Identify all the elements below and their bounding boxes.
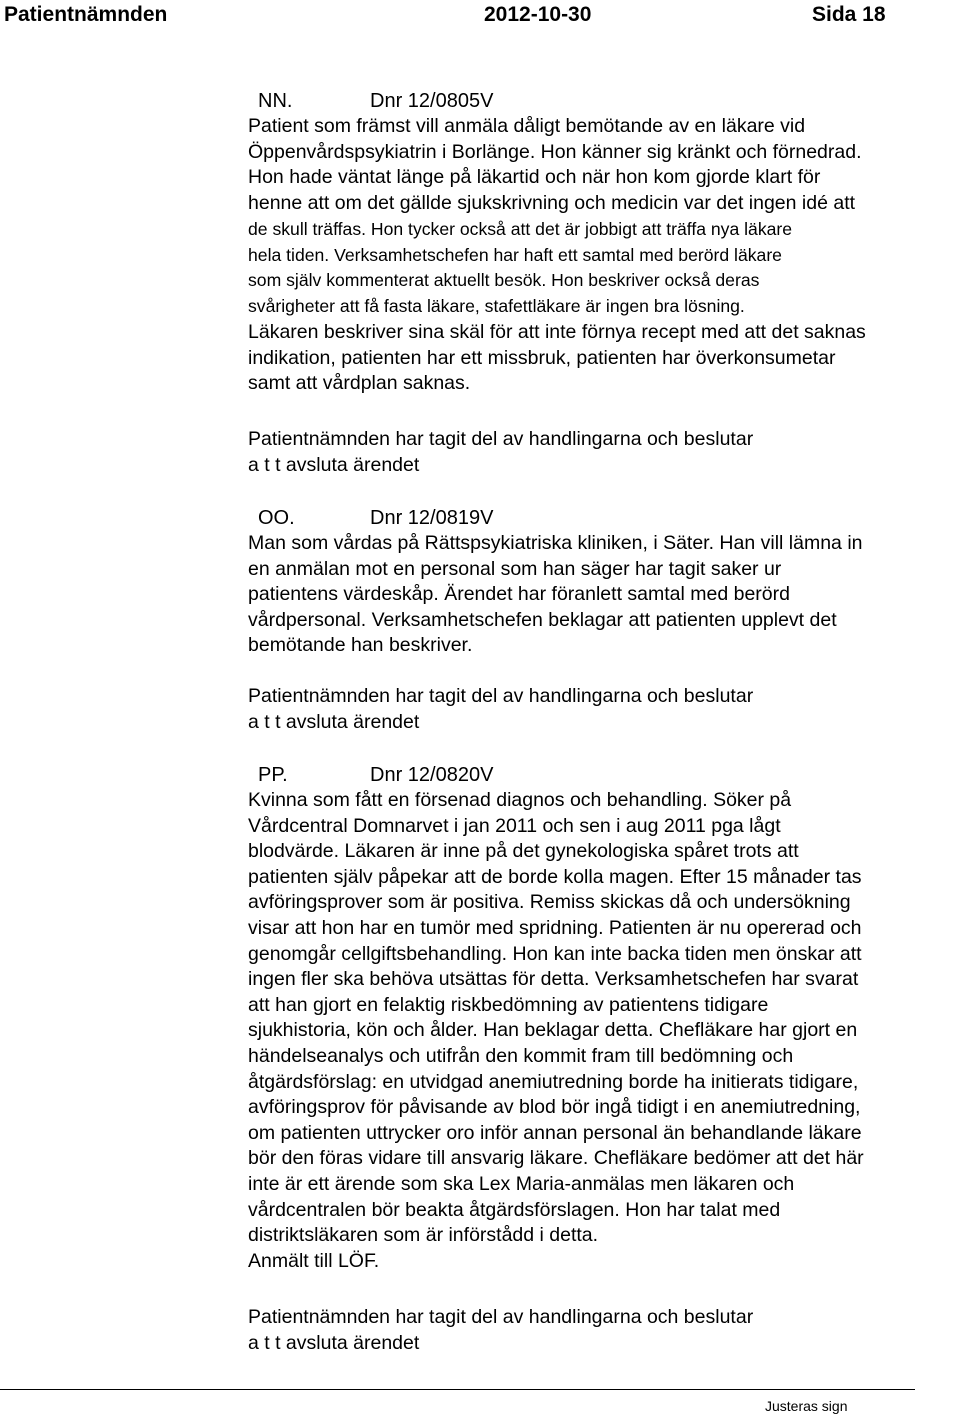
text-line: vårdpersonal. Verksamhetschefen beklagar att patienten upplevt det: [248, 608, 837, 631]
case-description: [248, 788, 960, 1274]
text-line: åtgärdsförslag: en utvidgad anemiutredning borde ha initierats tidigare,: [248, 1070, 859, 1093]
text-line: de skull träffas. Hon tycker också att det är jobbigt att träffa nya läkare: [248, 219, 793, 239]
text-line: indikation, patienten har ett missbruk, patienten har överkonsumetar: [248, 346, 836, 369]
text-line: bemötande han beskriver.: [248, 634, 473, 657]
case-description-continued: [248, 217, 960, 319]
text-line: att han gjort en felaktig riskbedömning av patientens tidigare: [248, 993, 769, 1016]
text-line: distriktsläkaren som är införstådd i detta.: [248, 1224, 599, 1247]
decision-line: a t t avsluta ärendet: [248, 453, 420, 476]
text-line: Öppenvårdspsykiatrin i Borlänge. Hon känner sig kränkt och förnedrad.: [248, 140, 862, 163]
text-line: som själv kommenterat aktuellt besök. Hon beskriver också deras: [248, 270, 760, 291]
case-dnr: Dnr 12/0805V: [370, 90, 494, 112]
page-header: [0, 0, 960, 30]
text-line: patienten själv påpekar att de borde kolla magen. Efter 15 månader tas: [248, 865, 862, 888]
case-dnr: Dnr 12/0820V: [370, 764, 494, 786]
decision-line: a t t avsluta ärendet: [248, 1331, 420, 1354]
case-id: PP.: [258, 764, 288, 786]
case-heading: [258, 764, 494, 787]
case-decision: [248, 427, 753, 478]
case-description-continued: [248, 320, 960, 397]
case-decision: [248, 1305, 753, 1356]
decision-line: Patientnämnden har tagit del av handlingarna och beslutar: [248, 1306, 754, 1328]
text-line: Läkaren beskriver sina skäl för att inte förnya recept med att det saknas: [248, 321, 866, 343]
text-line: samt att vårdplan saknas.: [248, 372, 471, 395]
text-line: Patient som främst vill anmäla dåligt bemötande av en läkare vid: [248, 115, 806, 137]
text-line: en anmälan mot en personal som han säger har tagit saker ur: [248, 557, 782, 580]
text-line: genomgår cellgiftsbehandling. Hon kan inte backa tiden men önskar att: [248, 942, 862, 965]
text-line: vårdcentralen bör beakta åtgärdsförslagen. Hon har talat med: [248, 1198, 781, 1221]
decision-line: Patientnämnden har tagit del av handlingarna och beslutar: [248, 685, 754, 707]
text-line: blodvärde. Läkaren är inne på det gynekologiska spåret trots att: [248, 840, 799, 863]
text-line: Man som vårdas på Rättspsykiatriska kliniken, i Säter. Han vill lämna in: [248, 532, 863, 554]
case-dnr: Dnr 12/0819V: [370, 507, 494, 529]
text-line: bör den föras vidare till ansvarig läkare. Chefläkare bedömer att det här: [248, 1147, 864, 1170]
text-line: Kvinna som fått en försenad diagnos och behandling. Söker på: [248, 789, 792, 811]
text-line: ingen fler ska behöva utsättas för detta. Verksamhetschefen har svarat: [248, 968, 859, 991]
text-line: händelseanalys och utifrån den kommit fram till bedömning och: [248, 1044, 794, 1067]
case-heading: [258, 507, 494, 530]
header-page-number: Sida 18: [812, 3, 886, 26]
header-organization: Patientnämnden: [4, 3, 168, 26]
text-line: avföringsprov för påvisande av blod bör ingå tidigt i en anemiutredning,: [248, 1096, 861, 1119]
text-line: om patienten uttrycker oro inför annan personal än behandlande läkare: [248, 1121, 862, 1144]
text-line: henne att om det gällde sjukskrivning och medicin var det ingen idé att: [248, 191, 856, 214]
decision-line: Patientnämnden har tagit del av handlingarna och beslutar: [248, 428, 754, 450]
case-id: NN.: [258, 90, 293, 112]
signature-line: [0, 1389, 915, 1390]
signature-label: Justeras sign: [765, 1398, 848, 1414]
case-decision: [248, 684, 753, 735]
case-heading: [258, 90, 494, 113]
text-line: Vårdcentral Domnarvet i jan 2011 och sen i aug 2011 pga lågt: [248, 814, 781, 837]
text-line: sjukhistoria, kön och ålder. Han beklagar detta. Chefläkare har gjort en: [248, 1019, 858, 1042]
case-description: [248, 531, 960, 659]
decision-line: a t t avsluta ärendet: [248, 710, 420, 733]
header-date: 2012-10-30: [484, 3, 592, 26]
text-line: inte är ett ärende som ska Lex Maria-anmälas men läkaren och: [248, 1172, 795, 1195]
text-line: Hon hade väntat länge på läkartid och när hon kom gjorde klart för: [248, 166, 821, 189]
text-line: svårigheter att få fasta läkare, stafettläkare är ingen bra lösning.: [248, 295, 745, 316]
case-id: OO.: [258, 507, 295, 529]
text-line: hela tiden. Verksamhetschefen har haft ett samtal med berörd läkare: [248, 244, 782, 265]
text-line: Anmält till LÖF.: [248, 1249, 380, 1272]
case-description: [248, 114, 960, 216]
text-line: avföringsprover som är positiva. Remiss skickas då och undersökning: [248, 891, 851, 914]
text-line: visar att hon har en tumör med spridning. Patienten är nu opererad och: [248, 916, 862, 939]
text-line: patientens värdeskåp. Ärendet har föranlett samtal med berörd: [248, 583, 790, 606]
